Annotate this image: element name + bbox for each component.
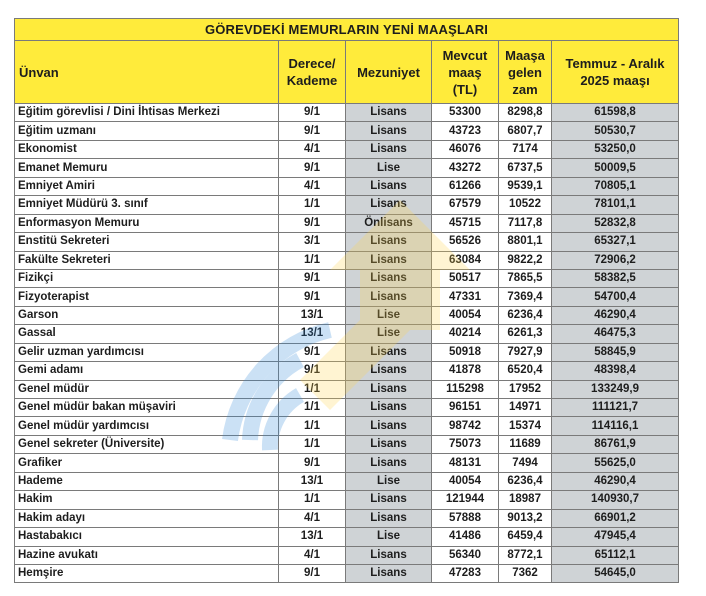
cell-unvan: Genel müdür bakan müşaviri [15,399,279,417]
cell-mevcut: 40054 [432,472,499,490]
cell-mevcut: 46076 [432,140,499,158]
cell-mevcut: 67579 [432,196,499,214]
table-row [15,399,679,417]
cell-mevcut: 75073 [432,435,499,453]
cell-mevcut: 96151 [432,399,499,417]
column-header-unvan: Ünvan [15,41,279,104]
cell-derece: 1/1 [279,417,346,435]
cell-derece: 9/1 [279,269,346,287]
cell-derece: 1/1 [279,399,346,417]
table-row [15,325,679,343]
cell-unvan: Hakim [15,491,279,509]
cell-mezuniyet: Lisans [346,435,432,453]
cell-unvan: Gemi adamı [15,362,279,380]
cell-mezuniyet: Lisans [346,546,432,564]
cell-mezuniyet: Lise [346,528,432,546]
cell-temmuz: 70805,1 [552,177,679,195]
cell-mevcut: 63084 [432,251,499,269]
cell-derece: 9/1 [279,104,346,122]
column-header-mevcut: Mevcut maaş (TL) [432,41,499,104]
cell-mezuniyet: Lisans [346,491,432,509]
cell-mezuniyet: Lisans [346,269,432,287]
cell-zam: 9539,1 [499,177,552,195]
cell-unvan: Fizyoterapist [15,288,279,306]
cell-zam: 7927,9 [499,343,552,361]
salary-sheet [14,18,678,583]
table-row [15,122,679,140]
cell-mezuniyet: Lisans [346,362,432,380]
cell-temmuz: 48398,4 [552,362,679,380]
cell-unvan: Hastabakıcı [15,528,279,546]
table-row [15,546,679,564]
cell-mevcut: 50918 [432,343,499,361]
cell-mezuniyet: Lisans [346,380,432,398]
cell-temmuz: 53250,0 [552,140,679,158]
salary-table [14,18,679,583]
cell-temmuz: 50009,5 [552,159,679,177]
cell-mezuniyet: Lisans [346,104,432,122]
cell-mevcut: 47331 [432,288,499,306]
table-row [15,233,679,251]
cell-mevcut: 40054 [432,306,499,324]
cell-temmuz: 133249,9 [552,380,679,398]
cell-derece: 9/1 [279,159,346,177]
cell-temmuz: 140930,7 [552,491,679,509]
cell-mezuniyet: Lise [346,306,432,324]
cell-unvan: Genel sekreter (Üniversite) [15,435,279,453]
cell-temmuz: 54700,4 [552,288,679,306]
cell-mevcut: 48131 [432,454,499,472]
cell-unvan: Hademe [15,472,279,490]
cell-mevcut: 115298 [432,380,499,398]
cell-zam: 6236,4 [499,472,552,490]
cell-zam: 6459,4 [499,528,552,546]
cell-derece: 9/1 [279,122,346,140]
cell-derece: 1/1 [279,491,346,509]
column-header-temmuz: Temmuz - Aralık 2025 maaşı [552,41,679,104]
table-row [15,417,679,435]
cell-derece: 13/1 [279,472,346,490]
cell-temmuz: 78101,1 [552,196,679,214]
cell-temmuz: 66901,2 [552,509,679,527]
cell-temmuz: 47945,4 [552,528,679,546]
cell-zam: 7369,4 [499,288,552,306]
cell-unvan: Emniyet Amiri [15,177,279,195]
cell-mezuniyet: Lisans [346,288,432,306]
table-title: GÖREVDEKİ MEMURLARIN YENİ MAAŞLARI [15,19,679,41]
cell-unvan: Grafiker [15,454,279,472]
cell-derece: 1/1 [279,380,346,398]
cell-temmuz: 46475,3 [552,325,679,343]
table-row [15,214,679,232]
cell-derece: 3/1 [279,233,346,251]
cell-mezuniyet: Lisans [346,122,432,140]
column-header-zam: Maaşa gelen zam [499,41,552,104]
cell-mevcut: 121944 [432,491,499,509]
table-row [15,491,679,509]
cell-mevcut: 61266 [432,177,499,195]
cell-zam: 6520,4 [499,362,552,380]
table-row [15,104,679,122]
table-row [15,454,679,472]
cell-mezuniyet: Lisans [346,343,432,361]
cell-mevcut: 41486 [432,528,499,546]
cell-derece: 9/1 [279,454,346,472]
title-row [15,19,679,41]
cell-unvan: Emanet Memuru [15,159,279,177]
cell-derece: 9/1 [279,564,346,582]
cell-temmuz: 55625,0 [552,454,679,472]
cell-derece: 9/1 [279,214,346,232]
cell-mezuniyet: Lisans [346,140,432,158]
cell-mevcut: 56340 [432,546,499,564]
cell-temmuz: 46290,4 [552,472,679,490]
cell-unvan: Genel müdür yardımcısı [15,417,279,435]
table-row [15,528,679,546]
cell-derece: 1/1 [279,251,346,269]
cell-unvan: Genel müdür [15,380,279,398]
cell-unvan: Gelir uzman yardımcısı [15,343,279,361]
column-header-mezuniyet: Mezuniyet [346,41,432,104]
cell-mevcut: 50517 [432,269,499,287]
cell-zam: 10522 [499,196,552,214]
cell-temmuz: 54645,0 [552,564,679,582]
cell-zam: 9822,2 [499,251,552,269]
header-row [15,41,679,104]
cell-unvan: Eğitim uzmanı [15,122,279,140]
cell-mevcut: 43723 [432,122,499,140]
cell-zam: 8772,1 [499,546,552,564]
cell-derece: 1/1 [279,196,346,214]
cell-mevcut: 40214 [432,325,499,343]
cell-zam: 8298,8 [499,104,552,122]
cell-temmuz: 72906,2 [552,251,679,269]
cell-derece: 13/1 [279,306,346,324]
cell-mevcut: 41878 [432,362,499,380]
cell-mezuniyet: Lisans [346,417,432,435]
cell-zam: 17952 [499,380,552,398]
cell-zam: 6807,7 [499,122,552,140]
cell-mezuniyet: Lise [346,159,432,177]
table-row [15,177,679,195]
cell-temmuz: 111121,7 [552,399,679,417]
cell-unvan: Fizikçi [15,269,279,287]
cell-zam: 7865,5 [499,269,552,287]
cell-mevcut: 45715 [432,214,499,232]
cell-mevcut: 43272 [432,159,499,177]
cell-derece: 9/1 [279,362,346,380]
cell-mezuniyet: Lise [346,325,432,343]
cell-mezuniyet: Önlisans [346,214,432,232]
table-row [15,159,679,177]
cell-zam: 14971 [499,399,552,417]
table-row [15,564,679,582]
cell-temmuz: 46290,4 [552,306,679,324]
cell-derece: 4/1 [279,140,346,158]
cell-unvan: Emniyet Müdürü 3. sınıf [15,196,279,214]
cell-unvan: Eğitim görevlisi / Dini İhtisas Merkezi [15,104,279,122]
cell-mezuniyet: Lisans [346,399,432,417]
table-row [15,251,679,269]
cell-temmuz: 86761,9 [552,435,679,453]
cell-zam: 9013,2 [499,509,552,527]
cell-derece: 4/1 [279,546,346,564]
cell-temmuz: 65327,1 [552,233,679,251]
cell-zam: 6737,5 [499,159,552,177]
table-row [15,435,679,453]
table-row [15,288,679,306]
cell-unvan: Garson [15,306,279,324]
table-row [15,196,679,214]
cell-unvan: Hazine avukatı [15,546,279,564]
cell-zam: 7362 [499,564,552,582]
cell-unvan: Ekonomist [15,140,279,158]
cell-zam: 7174 [499,140,552,158]
cell-temmuz: 61598,8 [552,104,679,122]
cell-mezuniyet: Lisans [346,177,432,195]
cell-zam: 6261,3 [499,325,552,343]
cell-temmuz: 65112,1 [552,546,679,564]
table-row [15,269,679,287]
cell-temmuz: 58845,9 [552,343,679,361]
cell-unvan: Gassal [15,325,279,343]
cell-mezuniyet: Lisans [346,251,432,269]
cell-temmuz: 52832,8 [552,214,679,232]
column-header-derece: Derece/ Kademe [279,41,346,104]
cell-mevcut: 57888 [432,509,499,527]
cell-derece: 13/1 [279,528,346,546]
cell-derece: 4/1 [279,509,346,527]
cell-mevcut: 47283 [432,564,499,582]
table-row [15,306,679,324]
cell-derece: 1/1 [279,435,346,453]
table-row [15,472,679,490]
cell-zam: 8801,1 [499,233,552,251]
cell-temmuz: 50530,7 [552,122,679,140]
cell-mezuniyet: Lisans [346,564,432,582]
cell-zam: 7117,8 [499,214,552,232]
cell-zam: 6236,4 [499,306,552,324]
cell-mezuniyet: Lisans [346,454,432,472]
cell-unvan: Enstitü Sekreteri [15,233,279,251]
cell-zam: 15374 [499,417,552,435]
cell-unvan: Hakim adayı [15,509,279,527]
cell-zam: 11689 [499,435,552,453]
cell-derece: 9/1 [279,288,346,306]
cell-mevcut: 56526 [432,233,499,251]
cell-mezuniyet: Lise [346,472,432,490]
cell-zam: 7494 [499,454,552,472]
cell-temmuz: 58382,5 [552,269,679,287]
table-row [15,362,679,380]
cell-mezuniyet: Lisans [346,233,432,251]
table-row [15,343,679,361]
cell-unvan: Enformasyon Memuru [15,214,279,232]
cell-mezuniyet: Lisans [346,196,432,214]
cell-unvan: Hemşire [15,564,279,582]
table-body [15,104,679,583]
cell-mevcut: 53300 [432,104,499,122]
cell-mezuniyet: Lisans [346,509,432,527]
cell-zam: 18987 [499,491,552,509]
cell-derece: 9/1 [279,343,346,361]
table-row [15,380,679,398]
cell-mevcut: 98742 [432,417,499,435]
table-row [15,140,679,158]
cell-temmuz: 114116,1 [552,417,679,435]
cell-derece: 13/1 [279,325,346,343]
cell-unvan: Fakülte Sekreteri [15,251,279,269]
table-row [15,509,679,527]
cell-derece: 4/1 [279,177,346,195]
